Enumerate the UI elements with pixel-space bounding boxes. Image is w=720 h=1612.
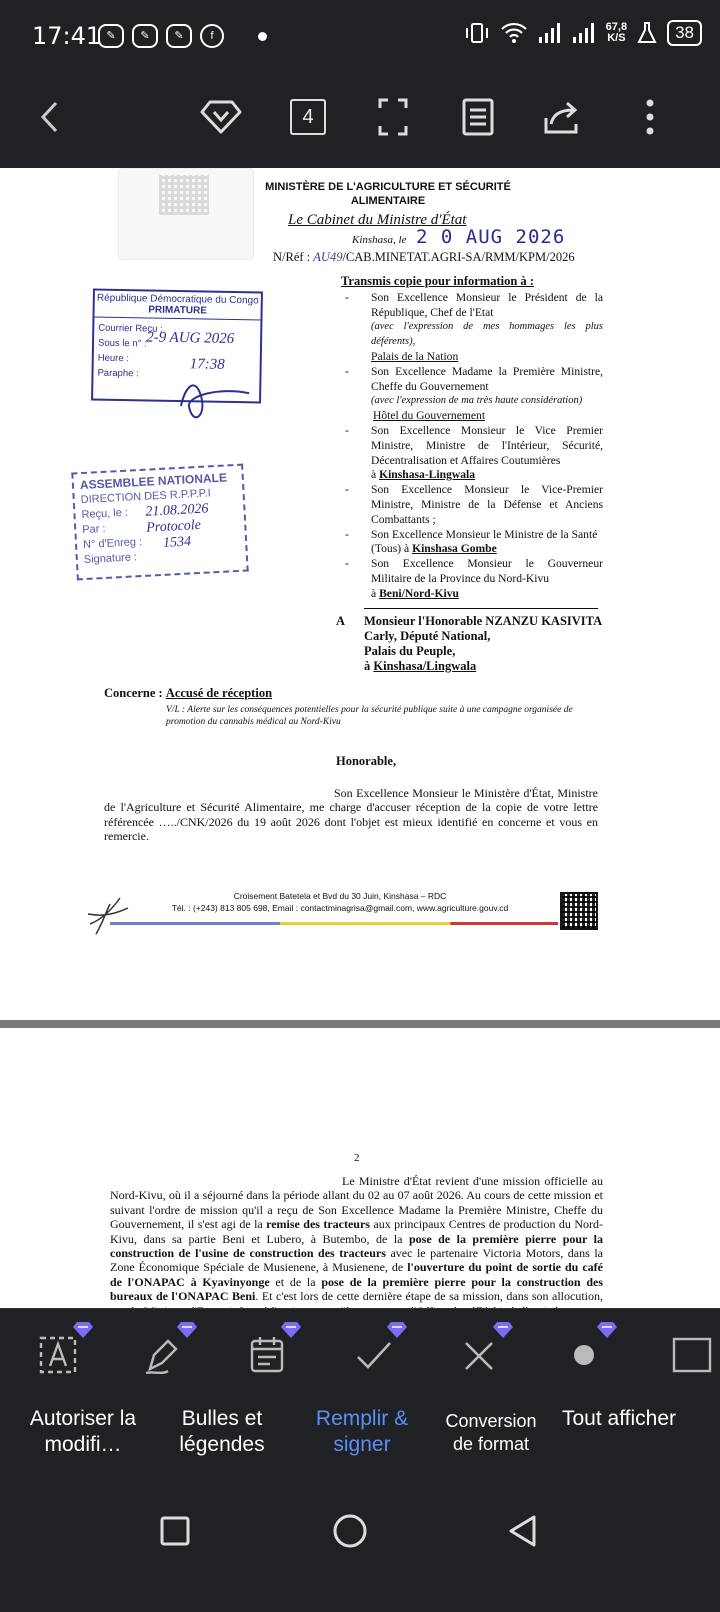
home-button[interactable] bbox=[325, 1506, 375, 1556]
share-icon bbox=[543, 98, 583, 136]
handwritten-reg-number: 1534 bbox=[162, 534, 192, 551]
recents-icon bbox=[159, 1515, 191, 1547]
date-stamp: 2 0 AUG 2026 bbox=[416, 226, 566, 248]
copies-heading: Transmis copie pour information à : bbox=[341, 274, 534, 288]
diamond-icon bbox=[200, 99, 242, 135]
divider bbox=[364, 608, 598, 609]
letter-body: Son Excellence Monsieur le Ministère d'État, Ministre de l'Agriculture et Sécurité Alimentaire, me charge d'accuser réception de la copie de votre lettre référencée …../CNK/2026 du 19 août 2026 dont l'objet est mieux identifié en concerne et vous en remercie. bbox=[104, 786, 598, 844]
rectangle-icon bbox=[670, 1333, 714, 1377]
page-count: 4 bbox=[290, 99, 326, 135]
cross-tool[interactable] bbox=[456, 1327, 512, 1379]
page-count-button[interactable] bbox=[283, 92, 333, 142]
checkmark-icon bbox=[352, 1333, 396, 1377]
salutation: Honorable, bbox=[336, 754, 397, 768]
recents-button[interactable] bbox=[150, 1506, 200, 1556]
tab-fill-sign[interactable]: Remplir & signer bbox=[315, 1407, 409, 1456]
system-icons bbox=[464, 20, 702, 46]
premium-gem-icon bbox=[596, 1321, 618, 1339]
system-nav-bar bbox=[0, 1476, 720, 1612]
cabinet-stamp: Le Cabinet du Ministre d'État bbox=[288, 212, 467, 228]
date-tool[interactable] bbox=[244, 1327, 300, 1379]
handwritten-received-date: 21.08.2026 bbox=[145, 501, 209, 520]
battery-indicator: 38 bbox=[667, 20, 702, 46]
signature-tool[interactable] bbox=[140, 1327, 196, 1379]
notification-icons bbox=[98, 24, 224, 48]
footer-qr-code bbox=[560, 892, 598, 930]
status-bar bbox=[0, 0, 720, 72]
tab-show-all[interactable]: Tout afficher bbox=[561, 1407, 676, 1430]
pen-signature-icon bbox=[142, 1333, 186, 1377]
top-toolbar bbox=[0, 72, 720, 168]
back-nav-button[interactable] bbox=[498, 1506, 548, 1556]
ministry-logo bbox=[86, 894, 132, 938]
fullscreen-button[interactable] bbox=[368, 92, 418, 142]
document-viewer[interactable] bbox=[0, 168, 720, 1344]
dot-tool[interactable] bbox=[560, 1327, 616, 1379]
copy-recipient: - Son Excellence Monsieur le Vice Premier Ministre, Ministre de l'Intérieur, Sécurité, Décentralisation et Affaires Coutumières à Kinshasa-Lingwala bbox=[341, 424, 603, 483]
assembly-stamp: ASSEMBLEE NATIONALE DIRECTION DES R.P.P.P.I Reçu, le : Par : N° d'Enreg : Signature : 21.08.2026 Protocole 1534 bbox=[71, 464, 248, 581]
premium-gem-icon bbox=[176, 1321, 198, 1339]
vibrate-icon bbox=[464, 21, 490, 45]
share-button[interactable] bbox=[538, 92, 588, 142]
dot-icon bbox=[562, 1333, 606, 1377]
premium-gem-icon bbox=[492, 1321, 514, 1339]
back-triangle-icon bbox=[507, 1514, 539, 1548]
handwritten-by: Protocole bbox=[145, 517, 202, 536]
signal-icon bbox=[572, 22, 596, 44]
cross-icon bbox=[458, 1333, 502, 1377]
tab-bubbles-captions[interactable]: Bulles et légendes bbox=[179, 1407, 265, 1456]
lab-flask-icon bbox=[637, 21, 657, 45]
copy-recipient: - Son Excellence Madame la Première Ministre, Cheffe du Gouvernement (avec l'expression de ma très haute considération) Hôtel du Gouvernement bbox=[341, 365, 603, 424]
handwritten-date: 2-9 AUG 2026 bbox=[146, 329, 235, 347]
page-2-paragraph: Le Ministre d'État revient d'une mission officielle au Nord-Kivu, où il a séjourné dans la période allant du 02 au 07 août 2026. Au cours de cette mission et suivant l'ordre de mission qu'il a reçu de Son Excellence Madame la Première Ministre, Cheffe du Gouvernement, il s'est agi de la remise des tracteurs aux principaux Centres de production du Nord-Kivu, dans sa partie Beni et Lubero, à Butembo, de la pose de la première pierre pour la construction de l'usine de construction des tracteurs avec le partenaire Victoria Motors, dans la Zone Économique Spéciale de Musienene, à Musienene, de l'ouverture du point de sortie du café de l'ONAPAC à Kyavinyonge et de la pose de la première pierre pour la construction des bureaux de l'ONAPAC Beni. Et c'est lors de cette dernière étape de sa mission, dans son allocution, bbox=[110, 1174, 604, 1304]
premium-gem-icon bbox=[386, 1321, 408, 1339]
text-box-icon bbox=[38, 1333, 82, 1377]
ministry-heading: MINISTÈRE DE L'AGRICULTURE ET SÉCURITÉ ALIMENTAIRE bbox=[265, 181, 511, 207]
network-speed: 67,8 K/S bbox=[605, 21, 628, 44]
more-notifications-dot bbox=[258, 32, 267, 41]
more-vert-icon bbox=[645, 98, 655, 136]
footer-address: Croisement Batetela et Bvd du 30 Juin, Kinshasa – RDC Tél. : (+243) 813 805 698, Email : contactminagrisa@gmail.com, www.agriculture.gouv.cd bbox=[171, 891, 509, 913]
tab-allow-edit[interactable]: Autoriser la modifi… bbox=[29, 1407, 137, 1456]
premium-button[interactable] bbox=[196, 92, 246, 142]
premium-gem-icon bbox=[72, 1321, 94, 1339]
clock: 17:41 bbox=[32, 22, 102, 50]
wifi-icon bbox=[500, 21, 528, 45]
text-field-tool[interactable] bbox=[36, 1327, 92, 1379]
mode-tabs bbox=[0, 1394, 720, 1476]
copy-recipient: - Son Excellence Monsieur le Président de la République, Chef de l'Etat (avec l'expression de mes hommages les plus déférents), Palais de la Nation bbox=[341, 291, 603, 365]
home-circle-icon bbox=[332, 1513, 368, 1549]
fullscreen-icon bbox=[378, 98, 408, 136]
copies-list bbox=[341, 274, 603, 602]
back-button[interactable] bbox=[26, 92, 76, 142]
handwritten-time: 17:38 bbox=[189, 356, 225, 373]
document-page-2[interactable] bbox=[0, 1028, 720, 1344]
checkmark-tool[interactable] bbox=[350, 1327, 406, 1379]
messenger-icon: ✎ bbox=[98, 24, 124, 48]
messenger-icon: ✎ bbox=[132, 24, 158, 48]
copy-recipient: - Son Excellence Monsieur le Gouverneur Militaire de la Province du Nord-Kivu à Beni/Nord-Kivu bbox=[341, 557, 603, 601]
signature-scribble bbox=[171, 356, 262, 428]
copy-recipient: - Son Excellence Monsieur le Ministre de la Santé (Tous) à Kinshasa Gombe bbox=[341, 528, 603, 558]
reference-letter-note: V/L : Alerte sur les conséquences potentielles pour la sécurité publique suite à une campagne organisée de promotion du cannabis médical au Nord-Kivu bbox=[166, 705, 573, 727]
watermark-qr bbox=[118, 168, 254, 260]
tab-format-conversion[interactable]: Conversion de format bbox=[445, 1411, 537, 1454]
messenger-icon: ✎ bbox=[166, 24, 192, 48]
addressee: A Monsieur l'Honorable NZANZU KASIVITA Carly, Député National, Palais du Peuple, à Kinshasa/Lingwala bbox=[336, 614, 602, 673]
page-number: 2 bbox=[354, 1152, 360, 1164]
premium-gem-icon bbox=[280, 1321, 302, 1339]
page-view-button[interactable] bbox=[453, 92, 503, 142]
copy-recipient: - Son Excellence Monsieur le Vice-Premier Ministre, Ministre de la Défense et Anciens Combattants ; bbox=[341, 483, 603, 527]
primature-stamp: République Démocratique du Congo PRIMATURE Courrier Reçu : Sous le n° : Heure : Paraphe : 2-9 AUG 2026 17:38 bbox=[91, 289, 263, 404]
place-label: Kinshasa, le bbox=[352, 234, 407, 246]
document-page-1[interactable] bbox=[0, 168, 720, 1020]
calendar-icon bbox=[246, 1333, 290, 1377]
chevron-left-icon bbox=[38, 100, 64, 134]
page-view-icon bbox=[462, 98, 494, 136]
signal-icon bbox=[538, 22, 562, 44]
more-options-button[interactable] bbox=[625, 92, 675, 142]
tricolor-rule bbox=[110, 922, 558, 925]
subject-line: Concerne : Accusé de réception bbox=[104, 686, 273, 700]
rectangle-tool[interactable] bbox=[664, 1327, 720, 1379]
fill-sign-tools bbox=[0, 1308, 720, 1394]
facebook-icon: f bbox=[200, 24, 224, 48]
reference-number: N/Réf : AU49/CAB.MINETAT.AGRI-SA/RMM/KPM/2026 bbox=[273, 250, 575, 264]
